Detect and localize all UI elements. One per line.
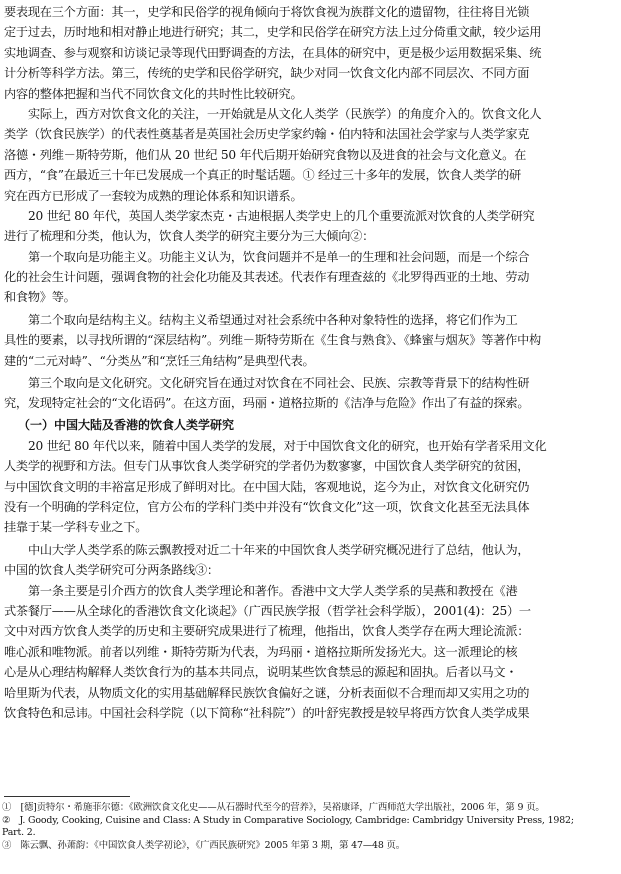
paragraph-line: 20 世纪 80 年代以来，随着中国人类学的发展，对于中国饮食文化的研究，也开始有学者采用文化	[28, 438, 547, 453]
paragraph-line: 和食物》等。	[4, 290, 76, 305]
paragraph-line: 哈里斯为代表，从物质文化的实用基础解释民族饮食偏好之谜，分析表面似不合理而却又实用之功的	[4, 685, 530, 700]
paragraph-line: 具性的要素，以寻找所谓的“深层结构”。列维－斯特劳斯在《生食与熟食》、《蜂蜜与烟灰》等著作中构	[4, 333, 541, 348]
footnotes	[2, 802, 617, 852]
paragraph-line: 究，发现特定社会的“文化语码”。在这方面，玛丽・道格拉斯的《洁净与危险》作出了有益的探索。	[4, 396, 530, 411]
paragraph-line: 第三个取向是文化研究。文化研究旨在通过对饮食在不同社会、民族、宗教等背景下的结构性研	[28, 376, 530, 391]
paragraph-line: 心是从心理结构解释人类饮食行为的基本共同点，说明某些饮食禁忌的源起和固执。后者以马文・	[4, 665, 518, 680]
footnote-divider	[4, 796, 130, 797]
paragraph-line: 文中对西方饮食人类学的历史和主要研究成果进行了梳理，他指出，饮食人类学存在两大理论流派：	[4, 624, 530, 639]
paragraph-line: 实际上，西方对饮食文化的关注，一开始就是从文化人类学（民族学）的角度介入的。饮食文化人	[28, 106, 542, 121]
paragraph-line: 类学（饮食民族学）的代表性奠基者是英国社会历史学家约翰・伯内特和法国社会学家与人类学家克	[4, 127, 530, 142]
paragraph-line: 中国的饮食人类学研究可分两条路线③：	[4, 563, 219, 578]
paragraph-line: 第二个取向是结构主义。结构主义希望通过对社会系统中各种对象特性的选择，将它们作为工	[28, 312, 518, 327]
paragraph-line: 唯心派和唯物派。前者以列维・斯特劳斯为代表，为玛丽・道格拉斯所发扬光大。这一派理论的核	[4, 644, 518, 659]
paragraph-line: 挂靠于某一学科专业之下。	[4, 520, 148, 535]
paragraph-line: 实地调查、参与观察和访谈记录等现代田野调查的方法，在具体的研究中，更是极少运用数据采集、统	[4, 45, 542, 60]
paragraph-line: 进行了梳理和分类，他认为，饮食人类学的研究主要分为三大倾向②：	[4, 229, 375, 244]
paragraph-line: 与中国饮食文明的丰裕富足形成了鲜明对比。在中国大陆，客观地说，迄今为止，对饮食文化研究仍	[4, 479, 530, 494]
paragraph-line: 要表现在三个方面：其一，史学和民俗学的视角倾向于将饮食视为族群文化的遗留物，往往将目光锁	[4, 5, 530, 19]
paragraph-line: 人类学的视野和方法。但专门从事饮食人类学研究的学者仍为数寥寥，中国饮食人类学研究的贫困，	[4, 459, 530, 474]
body-text	[4, 2, 616, 723]
paragraph-line: 计分析等科学方法。第三，传统的史学和民俗学研究，缺少对同一饮食文化内部不同层次、不同方面	[4, 66, 530, 81]
paragraph-line: 没有一个明确的学科定位，官方公布的学科门类中并没有“饮食文化”这一项，饮食文化甚至无法具体	[4, 499, 530, 514]
paragraph-line: 建的“二元对峙”、“分类丛”和“烹饪三角结构”是典型代表。	[4, 353, 315, 368]
paragraph-line: 式茶餐厅——从全球化的香港饮食文化谈起》（广西民族学报（哲学社会科学版），2001(4)：25）一	[4, 603, 531, 618]
paragraph-line: 20 世纪 80 年代，英国人类学家杰克・古迪根据人类学史上的几个重要流派对饮食的人类学研究	[28, 208, 535, 223]
footnote-2-continued: Part. 2.	[2, 827, 36, 839]
paragraph-line: 西方，“食”在最近三十年已发展成一个真正的时髦话题。① 经过三十多年的发展，饮食人类学的研	[4, 168, 521, 183]
paragraph-line: 内容的整体把握和当代不同饮食文化的共时性比较研究。	[4, 86, 303, 101]
paragraph-line: 第一个取向是功能主义。功能主义认为，饮食问题并不是单一的生理和社会问题，而是一个综合	[28, 249, 530, 264]
paragraph-line: 化的社会生计问题，强调食物的社会化功能及其表述。代表作有理查兹的《北罗得西亚的土地、劳动	[4, 270, 530, 285]
paragraph-line: 中山大学人类学系的陈云飘教授对近二十年来的中国饮食人类学研究概况进行了总结，他认为，	[28, 542, 530, 557]
footnote-1: ① [德]贡特尔・希施菲尔德：《欧洲饮食文化史——从石器时代至今的营养》，吴裕康译，广西师范大学出版社，2006 年，第 9 页。	[2, 802, 545, 813]
paragraph-line: 第一条主要是引介西方的饮食人类学理论和著作。香港中文大学人类学系的吴燕和教授在《港	[28, 583, 518, 598]
paragraph-line: 饮食特色和忌讳。中国社会科学院（以下简称“社科院”）的叶舒宪教授是较早将西方饮食人类学成果	[4, 705, 530, 720]
paragraph-line: 洛德・列维－斯特劳斯，他们从 20 世纪 50 年代后期开始研究食物以及进食的社会与文化意义。在	[4, 147, 527, 162]
section-subheading: （一）中国大陆及香港的饮食人类学研究	[18, 417, 235, 432]
footnote-2: ② J. Goody, Cooking, Cuisine and Class: A Study in Comparative Sociology, Cambridge: Cambridgy University Press, 1982;	[2, 814, 574, 826]
footnote-3: ③ 陈云飘、孙萧韵：《中国饮食人类学初论》，《广西民族研究》2005 年第 3 期，第 47—48 页。	[2, 839, 405, 851]
paragraph-line: 定于过去，历时地和相对静止地进行研究；其二，史学和民俗学在研究方法上过分倚重文献，较少运用	[4, 25, 542, 40]
paragraph-line: 究在西方已形成了一套较为成熟的理论体系和知识谱系。	[4, 188, 303, 203]
